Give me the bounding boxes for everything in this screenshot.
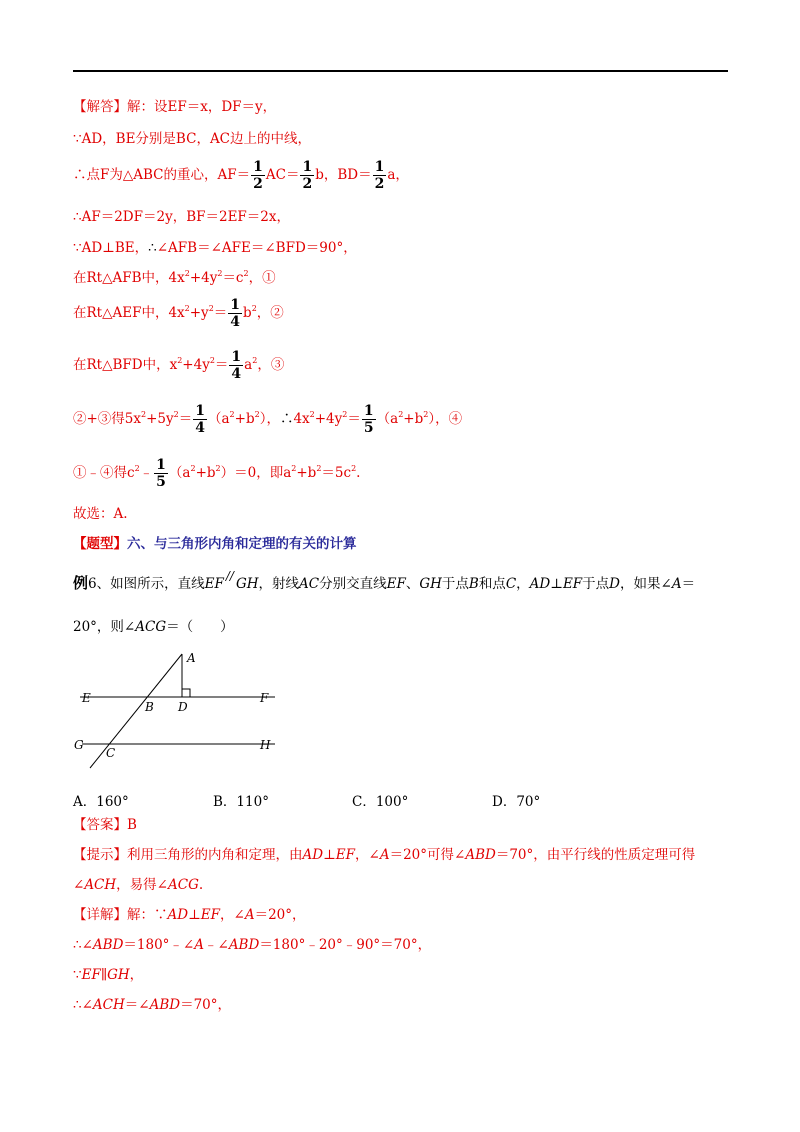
fraction-half: $\frac{1}{2}$ xyxy=(253,159,263,192)
solution-line-4: ∴AF＝2DF＝2y，BF＝2EF＝2x， xyxy=(73,209,291,225)
option-c: C．100° xyxy=(352,794,409,810)
option-d: D．70° xyxy=(492,794,541,810)
fraction-quarter: $\frac{1}{4}$ xyxy=(230,297,241,330)
solution-line-6: 在Rt△AFB中，$4x^2+4y^2=c^2$，① xyxy=(73,268,276,286)
label-b: B xyxy=(145,700,154,714)
header-rule xyxy=(73,70,728,72)
detail-line-1: 【详解】解：∵AD⊥EF，∠A＝20°， xyxy=(73,907,306,923)
solution-line-1: 【解答】解：设EF＝x，DF＝y， xyxy=(73,99,277,115)
label-a: A xyxy=(187,651,196,665)
fraction-half: $\frac{1}{2}$ xyxy=(374,159,385,192)
solution-line-2: ∵AD，BE分别是BC，AC边上的中线， xyxy=(73,131,312,147)
example-line-2: 20°，则∠ACG＝（ ） xyxy=(73,619,234,635)
hint-line-1: 【提示】利用三角形的内角和定理，由AD⊥EF，∠A＝20°可得∠ABD＝70°，由平行线的性质定理可得 xyxy=(73,847,696,863)
fraction-half: $\frac{1}{2}$ xyxy=(302,159,313,192)
answer-line: 【答案】B xyxy=(73,817,137,833)
hint-line-2: ∠ACH，易得∠ACG. xyxy=(73,877,204,893)
fraction-quarter: $\frac{1}{4}$ xyxy=(231,349,242,382)
label-h: H xyxy=(260,738,271,752)
label-e: E xyxy=(82,691,91,705)
solution-line-8: 在Rt△BFD中，$x^2+4y^2=$ $\frac{1}{4}$ $a^2$，③ xyxy=(73,349,285,382)
ray-ac xyxy=(90,654,182,768)
solution-line-9: ②+③得$5x^2+5y^2=$ $\frac{1}{4}$ $(a^2+b^2)$，$\therefore 4x^2+4y^2=$ $\frac{1}{5}$ $(a^2+b^2)$，④ xyxy=(73,403,463,436)
solution-line-11: 故选：A. xyxy=(73,506,128,522)
fraction-quarter: $\frac{1}{4}$ xyxy=(195,403,205,436)
fraction-fifth: $\frac{1}{5}$ xyxy=(363,403,374,436)
fraction-fifth: $\frac{1}{5}$ xyxy=(156,457,166,490)
solution-tag: 【解答】 xyxy=(73,99,127,115)
example-line-1: 例6、如图所示，直线EF // GH，射线AC分别交直线EF、GH于点B和点C，AD⊥EF于点D，如果∠A＝ xyxy=(73,569,696,592)
geometry-figure xyxy=(70,646,290,776)
example-label: 例 xyxy=(73,574,89,592)
option-a: A．160° xyxy=(73,794,129,810)
detail-line-4: ∴∠ACH＝∠ABD＝70°， xyxy=(73,997,232,1013)
solution-line-5: ∵AD⊥BE，∴∠AFB＝∠AFE＝∠BFD＝90°， xyxy=(73,240,357,256)
solution-line-3: ∴点F为△ABC的重心，AF＝ $\frac{1}{2}$ AC＝ $\frac{1}{2}$ b，BD＝ $\frac{1}{2}$ a， xyxy=(73,159,409,192)
label-d: D xyxy=(178,700,188,714)
answer-value: B xyxy=(127,817,137,833)
label-f: F xyxy=(260,691,269,705)
solution-line-10: ①﹣④得$c^2﹣$ $\frac{1}{5}$ $(a^2+b^2)=0$，即$a^2+b^2=5c^2$. xyxy=(73,457,361,490)
label-g: G xyxy=(74,738,84,752)
solution-line-7: 在Rt△AEF中，$4x^2+y^2=$ $\frac{1}{4}$ $b^2$，② xyxy=(73,297,284,330)
section-header: 【题型】六、与三角形内角和定理的有关的计算 xyxy=(73,536,357,552)
option-b: B．110° xyxy=(213,794,269,810)
detail-line-3: ∵EF∥GH， xyxy=(73,967,144,983)
label-c: C xyxy=(106,746,116,760)
detail-line-2: ∴∠ABD＝180°﹣∠A﹣∠ABD＝180°﹣20°﹣90°＝70°， xyxy=(73,937,432,953)
right-angle-mark xyxy=(182,689,190,697)
